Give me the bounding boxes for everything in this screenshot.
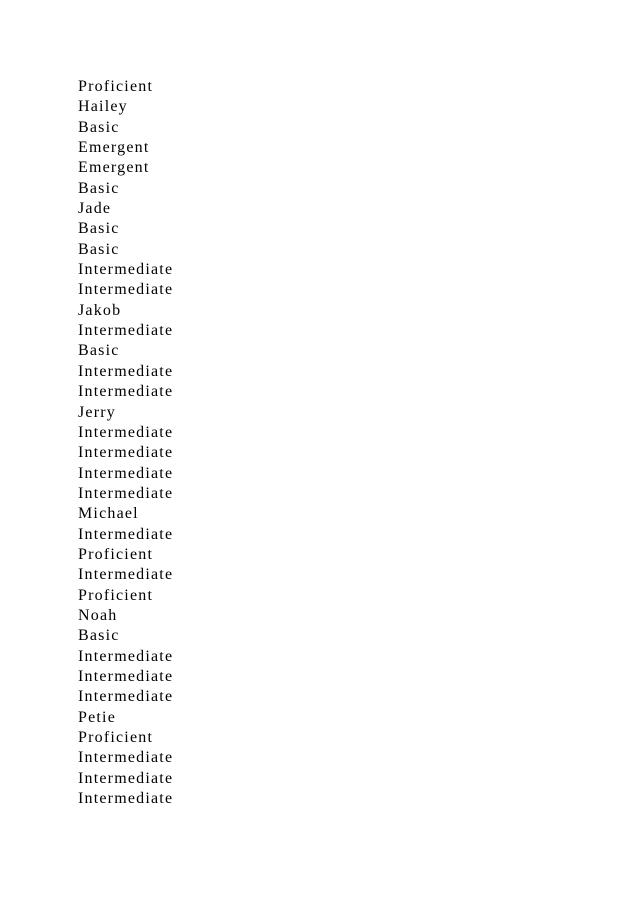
text-line: Intermediate [78, 383, 174, 401]
text-line: Intermediate [78, 749, 174, 767]
text-line: Intermediate [78, 281, 174, 299]
text-line: Emergent [78, 139, 150, 157]
text-line: Basic [78, 118, 120, 136]
text-line: Jade [78, 200, 112, 218]
text-line: Basic [78, 220, 120, 238]
text-line: Proficient [78, 586, 154, 604]
text-line: Basic [78, 240, 120, 258]
text-line: Petie [78, 708, 116, 726]
text-line: Intermediate [78, 566, 174, 584]
text-line: Proficient [78, 729, 154, 746]
text-line: Intermediate [78, 362, 174, 380]
text-line: Proficient [78, 78, 154, 95]
text-line: Basic [78, 627, 120, 645]
text-line: Intermediate [78, 261, 174, 279]
text-line: Hailey [78, 98, 128, 116]
text-line: Intermediate [78, 464, 174, 482]
text-line: Jakob [78, 301, 122, 319]
text-line: Intermediate [78, 647, 174, 665]
text-line: Proficient [78, 545, 154, 563]
text-line: Jerry [78, 403, 116, 421]
text-line: Intermediate [78, 769, 174, 787]
text-line: Intermediate [78, 423, 174, 441]
text-line: Michael [78, 505, 139, 523]
text-line: Intermediate [78, 667, 174, 685]
text-line: Intermediate [78, 525, 174, 543]
text-line: Emergent [78, 159, 150, 177]
text-line: Noah [78, 606, 118, 624]
text-line: Basic [78, 342, 120, 360]
text-line: Intermediate [78, 484, 174, 502]
text-line: Intermediate [78, 444, 174, 462]
text-lines [78, 77, 173, 809]
text-line: Intermediate [78, 688, 174, 706]
text-line: Intermediate [78, 790, 174, 808]
text-line: Basic [78, 179, 120, 197]
text-line: Intermediate [78, 322, 174, 340]
